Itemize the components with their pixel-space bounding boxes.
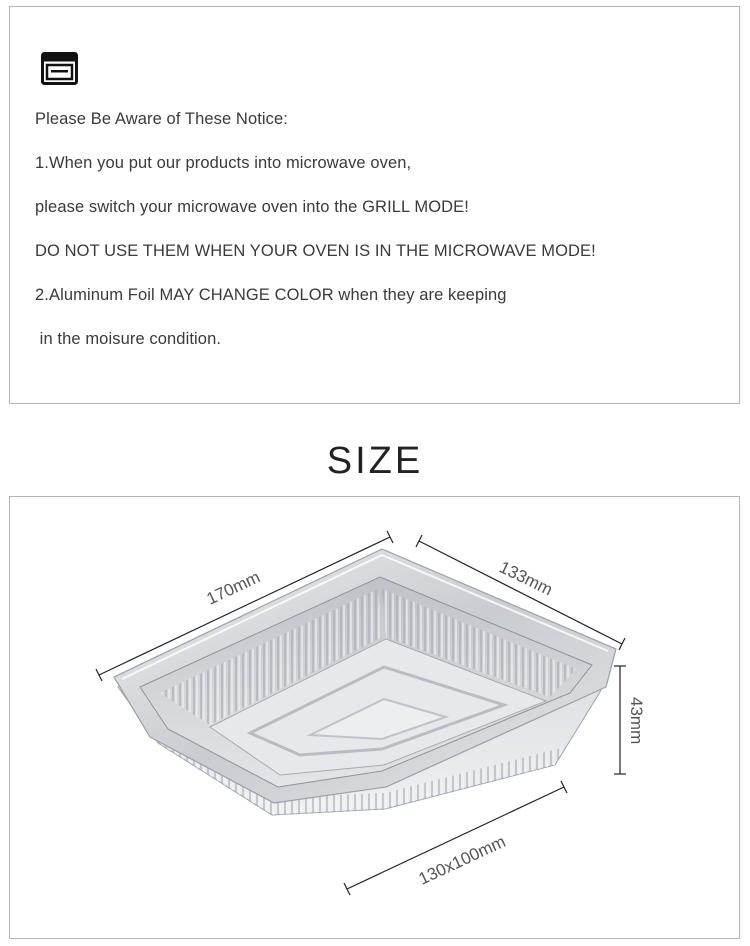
notice-line-5: in the moisure condition. (35, 330, 222, 348)
dimension-height-label: 43mm (627, 697, 646, 745)
dimension-bottom-label: 130x100mm (415, 831, 509, 889)
notice-line-4: 2.Aluminum Foil MAY CHANGE COLOR when they are keeping (35, 286, 507, 304)
notice-line-1: 1.When you put our products into microwave oven, (35, 154, 412, 172)
dimension-width-label: 133mm (496, 557, 556, 600)
oven-icon (41, 52, 78, 85)
notice-line-3: DO NOT USE THEM WHEN YOUR OVEN IS IN THE MICROWAVE MODE! (35, 242, 596, 260)
tray-diagram (10, 497, 740, 939)
notice-line-2: please switch your microwave oven into the GRILL MODE! (35, 198, 469, 216)
dimension-height (614, 666, 646, 774)
dimension-length-label: 170mm (203, 567, 264, 609)
size-box (9, 496, 740, 939)
notice-heading: Please Be Aware of These Notice: (35, 110, 288, 128)
size-heading: SIZE (326, 440, 424, 482)
notice-box (9, 6, 740, 404)
